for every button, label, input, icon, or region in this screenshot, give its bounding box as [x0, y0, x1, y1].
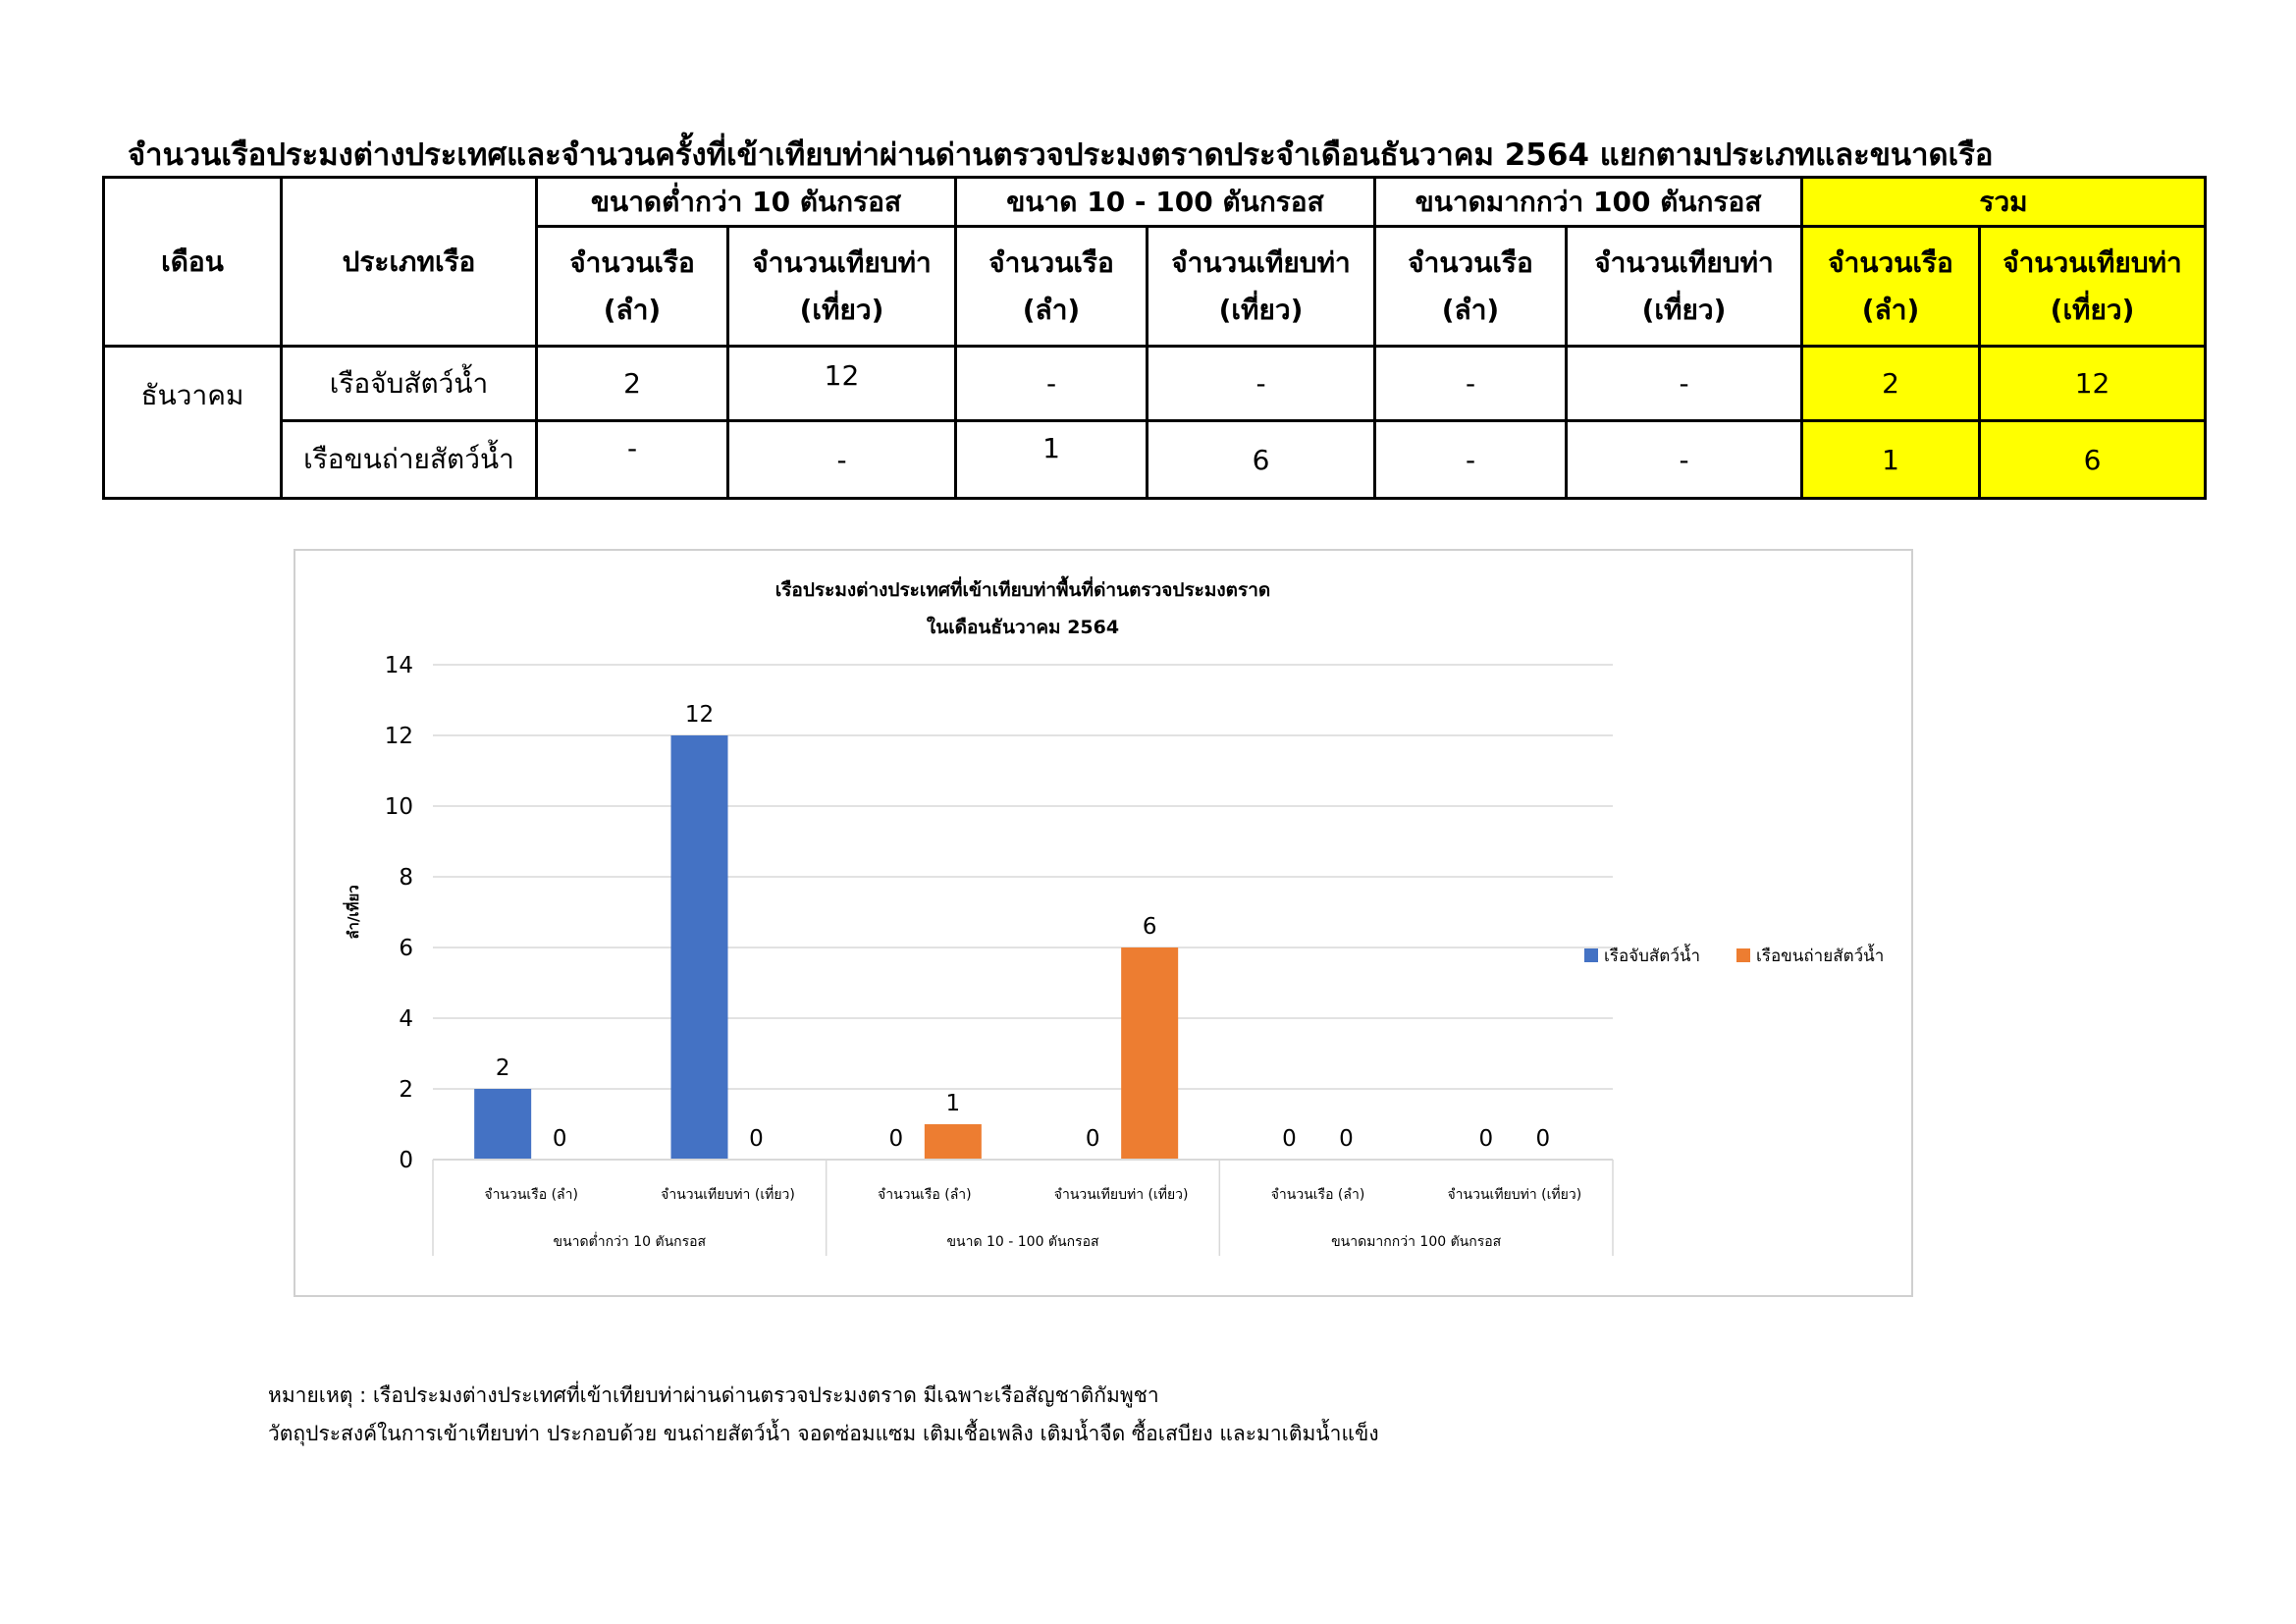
x-tick-label: จำนวนเทียบท่า (เที่ยว): [1447, 1187, 1582, 1203]
data-label: 0: [1085, 1126, 1100, 1152]
value-cell: -: [537, 421, 728, 499]
header-month: เดือน: [104, 178, 282, 347]
value-cell: 6: [1148, 421, 1375, 499]
value-cell: -: [1567, 421, 1802, 499]
header-count-over-100: จำนวนเรือ (ลำ): [1375, 227, 1567, 347]
x-group-label: ขนาดต่ำกว่า 10 ตันกรอส: [553, 1234, 707, 1250]
total-trips-cell: 6: [1980, 421, 2206, 499]
month-cell-continued: [104, 421, 282, 499]
header-boat-type: ประเภทเรือ: [282, 178, 537, 347]
bar-chart: [295, 551, 1911, 1295]
bar-series1: [671, 735, 728, 1160]
data-label: 1: [945, 1091, 961, 1116]
boat-type-cell: เรือจับสัตว์น้ำ: [282, 347, 537, 421]
x-tick-label: จำนวนเรือ (ลำ): [878, 1187, 972, 1203]
table-row: [104, 347, 2206, 421]
y-tick-label: 6: [399, 936, 413, 961]
boat-statistics-table: [102, 176, 2207, 500]
table-row: [104, 421, 2206, 499]
value-cell: 1: [956, 421, 1148, 499]
header-trips-under-10: จำนวนเทียบท่า (เที่ยว): [728, 227, 956, 347]
y-tick-label: 12: [384, 724, 413, 749]
value-cell: -: [1375, 347, 1567, 421]
note-line: วัตถุประสงค์ในการเข้าเทียบท่า ประกอบด้วย ขนถ่ายสัตว์น้ำ จอดซ่อมแซม เติมเชื้อเพลิง เติมน้ำจืด ซื้อเสบียง และมาเติมน้ำแข็ง: [268, 1422, 1379, 1445]
bar-series2: [1121, 947, 1178, 1160]
total-count-cell: 1: [1802, 421, 1980, 499]
value-cell: 2: [537, 347, 728, 421]
header-trips-over-100: จำนวนเทียบท่า (เที่ยว): [1567, 227, 1802, 347]
header-count-10-100: จำนวนเรือ (ลำ): [956, 227, 1148, 347]
data-label: 0: [1535, 1126, 1551, 1152]
header-group-10-100: ขนาด 10 - 100 ตันกรอส: [956, 178, 1375, 227]
document-title: จำนวนเรือประมงต่างประเทศและจำนวนครั้งที่เข้าเทียบท่าผ่านด่านตรวจประมงตราดประจำเดือนธันวาคม 2564 แยกตามประเภทและขนาดเรือ: [128, 137, 1994, 173]
month-cell: ธันวาคม: [104, 347, 282, 421]
legend-label-series2: เรือขนถ่ายสัตว์น้ำ: [1756, 947, 1885, 966]
total-count-cell: 2: [1802, 347, 1980, 421]
chart-title: เรือประมงต่างประเทศที่เข้าเทียบท่าพื้นที่ด่านตรวจประมงตราด: [774, 579, 1271, 601]
x-tick-label: จำนวนเรือ (ลำ): [1270, 1187, 1365, 1203]
value-cell: -: [1148, 347, 1375, 421]
data-label: 0: [1282, 1126, 1297, 1152]
y-tick-label: 8: [399, 865, 413, 891]
header-group-under-10: ขนาดต่ำกว่า 10 ตันกรอส: [537, 178, 956, 227]
value-cell: -: [1567, 347, 1802, 421]
notes: [268, 1377, 1379, 1453]
legend-swatch-series2: [1736, 948, 1750, 962]
value-cell: -: [728, 421, 956, 499]
value-cell: 12: [728, 347, 956, 421]
y-tick-label: 2: [399, 1077, 413, 1103]
value-cell: -: [956, 347, 1148, 421]
y-axis-label: ลำ/เที่ยว: [345, 885, 362, 940]
x-group-label: ขนาดมากกว่า 100 ตันกรอส: [1331, 1234, 1502, 1250]
header-trips-10-100: จำนวนเทียบท่า (เที่ยว): [1148, 227, 1375, 347]
data-label: 0: [1478, 1126, 1494, 1152]
x-group-label: ขนาด 10 - 100 ตันกรอส: [946, 1234, 1099, 1250]
value-cell: -: [1375, 421, 1567, 499]
y-tick-label: 14: [384, 653, 413, 678]
data-label: 0: [1339, 1126, 1354, 1152]
total-trips-cell: 12: [1980, 347, 2206, 421]
x-tick-label: จำนวนเทียบท่า (เที่ยว): [661, 1187, 795, 1203]
header-count-total: จำนวนเรือ (ลำ): [1802, 227, 1980, 347]
legend-swatch-series1: [1584, 948, 1598, 962]
legend-label-series1: เรือจับสัตว์น้ำ: [1604, 947, 1701, 966]
y-tick-label: 0: [399, 1148, 413, 1173]
header-count-under-10: จำนวนเรือ (ลำ): [537, 227, 728, 347]
data-label: 12: [684, 702, 715, 728]
x-tick-label: จำนวนเทียบท่า (เที่ยว): [1053, 1187, 1189, 1203]
boat-type-cell: เรือขนถ่ายสัตว์น้ำ: [282, 421, 537, 499]
x-tick-label: จำนวนเรือ (ลำ): [484, 1187, 578, 1203]
bar-chart-frame: [294, 549, 1913, 1297]
header-group-over-100: ขนาดมากกว่า 100 ตันกรอส: [1375, 178, 1802, 227]
data-label: 0: [552, 1126, 567, 1152]
data-label: 2: [495, 1056, 510, 1081]
data-label: 0: [749, 1126, 764, 1152]
header-trips-total: จำนวนเทียบท่า (เที่ยว): [1980, 227, 2206, 347]
chart-subtitle: ในเดือนธันวาคม 2564: [926, 617, 1120, 638]
y-tick-label: 4: [399, 1006, 413, 1032]
note-line: หมายเหตุ : เรือประมงต่างประเทศที่เข้าเทียบท่าผ่านด่านตรวจประมงตราด มีเฉพาะเรือสัญชาติกัมพูชา: [268, 1383, 1159, 1407]
header-group-total: รวม: [1802, 178, 2206, 227]
bar-series1: [474, 1089, 531, 1160]
data-label: 6: [1142, 914, 1157, 940]
data-label: 0: [888, 1126, 904, 1152]
y-tick-label: 10: [384, 794, 413, 820]
bar-series2: [925, 1124, 982, 1160]
